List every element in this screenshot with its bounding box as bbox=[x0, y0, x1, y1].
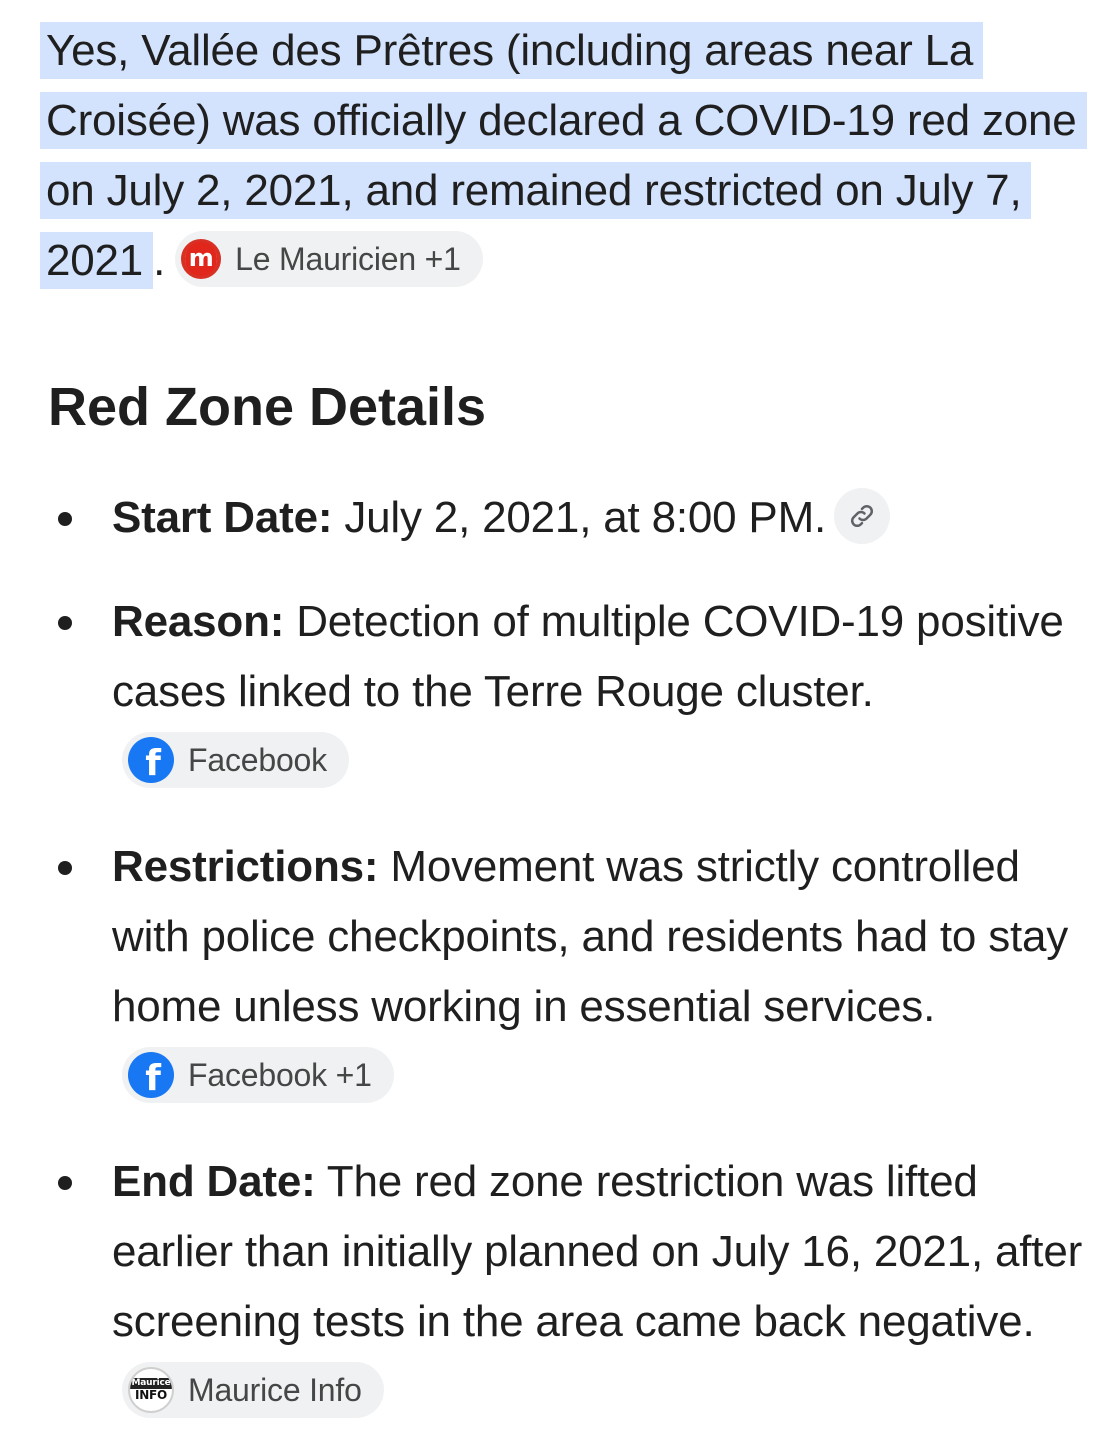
link-icon[interactable] bbox=[834, 488, 890, 544]
item-text: The red zone restriction was lifted earlier than initially planned on July 16, 2021, after screening tests in the area came back negative. bbox=[112, 1157, 1083, 1346]
item-label: Reason: bbox=[112, 597, 285, 646]
item-text: July 2, 2021, at 8:00 PM. bbox=[332, 493, 827, 542]
facebook-logo-letter: f bbox=[145, 1058, 161, 1100]
bullet-icon bbox=[58, 1176, 72, 1190]
source-chip-label: Le Mauricien +1 bbox=[235, 241, 461, 278]
intro-paragraph bbox=[46, 16, 1086, 296]
item-text: Movement was strictly controlled with police checkpoints, and residents had to stay home unless working in essential services. bbox=[112, 842, 1069, 1031]
maurice-info-logo-bottom: INFO bbox=[134, 1388, 168, 1403]
le-mauricien-logo-letter: m bbox=[185, 242, 217, 276]
section-heading: Red Zone Details bbox=[48, 377, 487, 437]
source-chip-label: Facebook bbox=[188, 742, 327, 779]
bullet-icon bbox=[58, 616, 72, 630]
facebook-icon bbox=[128, 737, 174, 783]
maurice-info-logo-top: Maurice bbox=[131, 1378, 171, 1389]
list-item-end-date bbox=[112, 1147, 1092, 1427]
intro-period: . bbox=[153, 236, 166, 285]
bullet-icon bbox=[58, 861, 72, 875]
facebook-logo-letter: f bbox=[145, 743, 161, 785]
source-chip-le-mauricien[interactable] bbox=[175, 231, 483, 287]
highlighted-answer: Yes, Vallée des Prêtres (including areas near La Croisée) was officially declared a COVID-19 red zone on July 2, 2021, and remained restricted on July 7, 2021 bbox=[40, 22, 1087, 289]
list-item-reason bbox=[112, 587, 1092, 797]
maurice-info-logo-icon bbox=[128, 1367, 174, 1413]
item-text: Detection of multiple COVID-19 positive cases linked to the Terre Rouge cluster. bbox=[112, 597, 1064, 716]
le-mauricien-logo-icon bbox=[181, 239, 221, 279]
item-label: Restrictions: bbox=[112, 842, 379, 891]
bullet-icon bbox=[58, 512, 72, 526]
source-chip-maurice-info[interactable] bbox=[122, 1362, 384, 1418]
source-chip-facebook[interactable] bbox=[122, 732, 349, 788]
source-chip-label: Facebook +1 bbox=[188, 1057, 372, 1094]
item-label: End Date: bbox=[112, 1157, 316, 1206]
list-item-start-date bbox=[112, 483, 1092, 553]
source-chip-facebook-plus[interactable] bbox=[122, 1047, 394, 1103]
list-item-restrictions bbox=[112, 832, 1092, 1112]
facebook-icon bbox=[128, 1052, 174, 1098]
source-chip-label: Maurice Info bbox=[188, 1372, 362, 1409]
item-label: Start Date: bbox=[112, 493, 333, 542]
